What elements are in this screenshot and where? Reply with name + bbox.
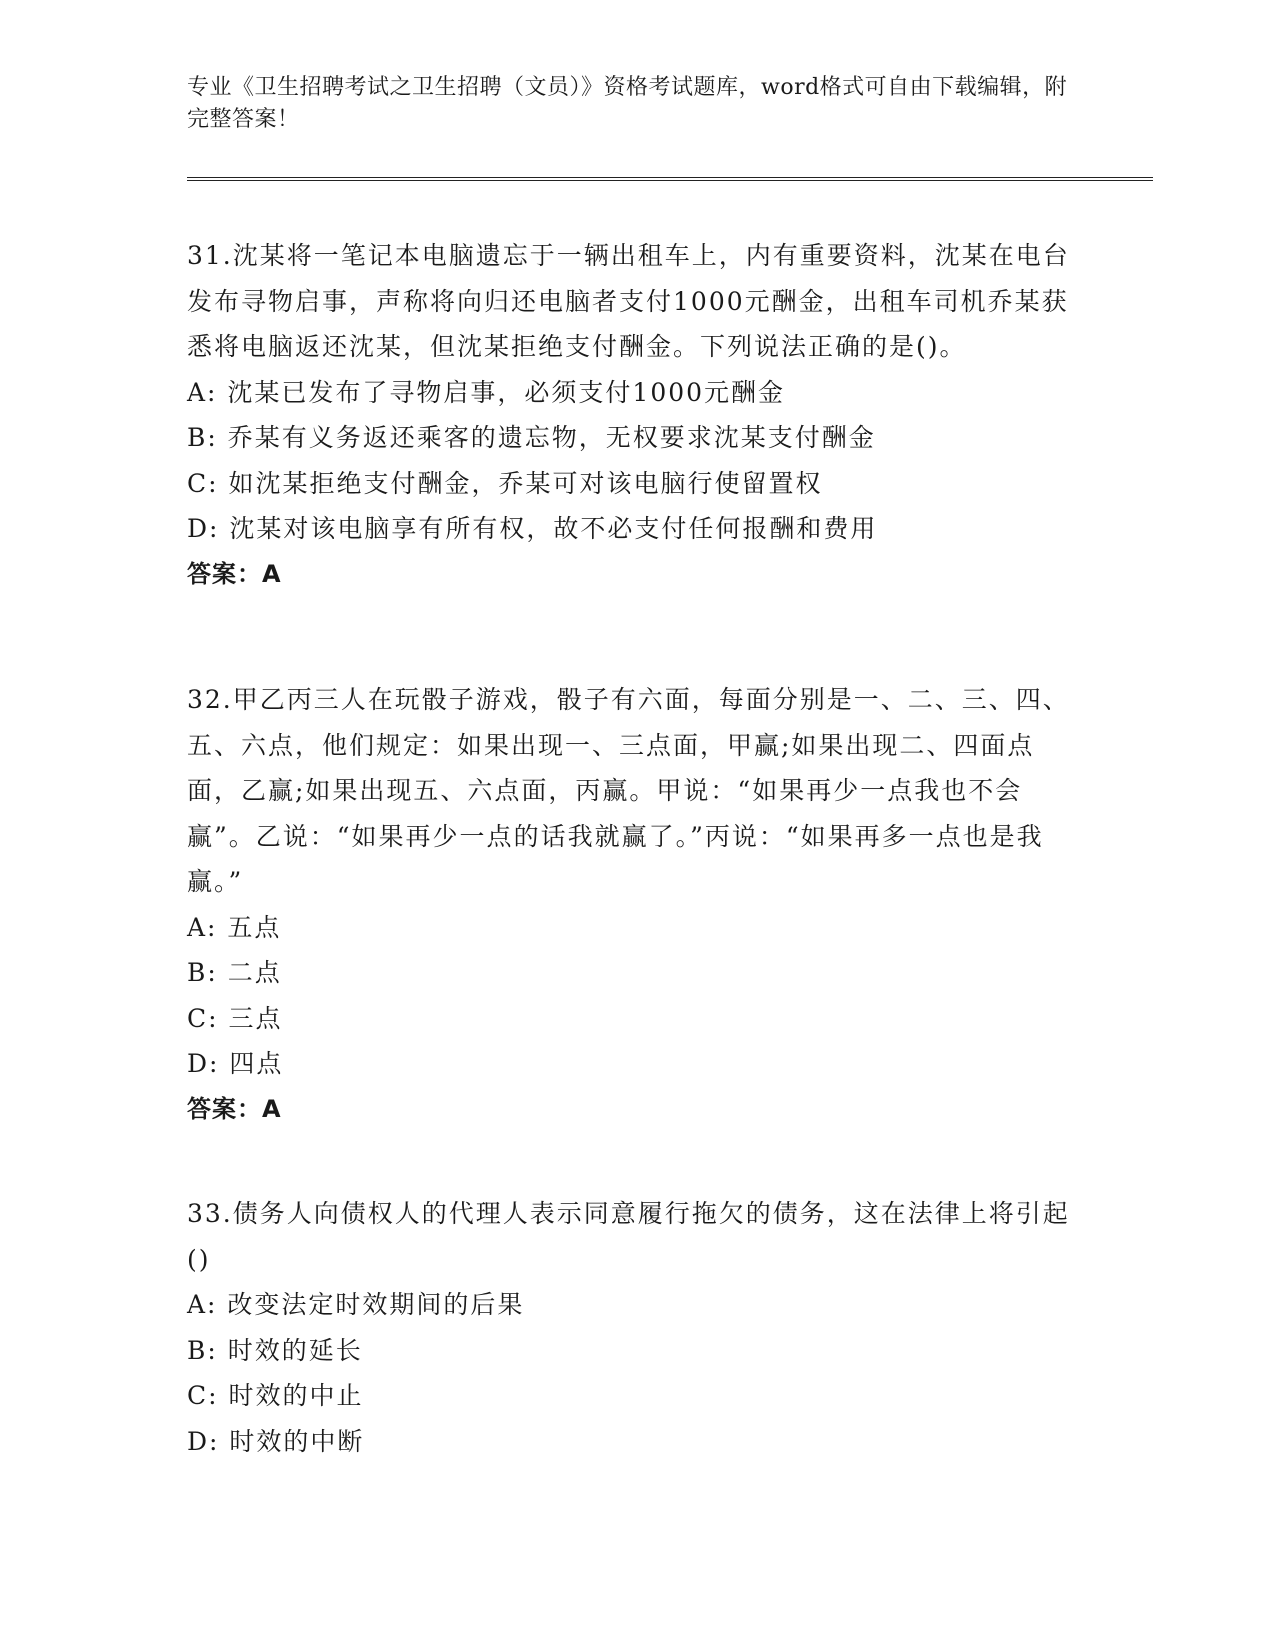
option-c: C: 如沈某拒绝支付酬金，乔某可对该电脑行使留置权	[187, 468, 823, 498]
option-b: B: 乔某有义务返还乘客的遗忘物，无权要求沈某支付酬金	[187, 423, 876, 452]
option-b: B: 时效的延长	[187, 1335, 363, 1365]
option-c: C: 三点	[187, 1003, 283, 1033]
answer-label: 答案：A	[187, 1094, 282, 1123]
option-d: D: 沈某对该电脑享有所有权，故不必支付任何报酬和费用	[187, 514, 878, 543]
document-header: 专业《卫生招聘考试之卫生招聘（文员）》资格考试题库，word格式可自由下载编辑，附完整答案！	[187, 75, 1068, 132]
header-divider	[187, 177, 1153, 181]
question-32	[187, 677, 1082, 1132]
question-33	[187, 1191, 1082, 1464]
question-stem: 32.甲乙丙三人在玩骰子游戏，骰子有六面，每面分别是一、二、三、四、五、六点，他们规定：如果出现一、三点面，甲赢;如果出现二、四面点面，乙赢;如果出现五、六点面，丙赢。甲说：“如果再少一点我也不会赢”。乙说：“如果再少一点的话我就赢了。”丙说：“如果再多一点也是我赢。”	[187, 685, 1070, 896]
option-b: B: 二点	[187, 958, 282, 987]
answer-label: 答案：A	[187, 559, 282, 588]
question-31	[187, 233, 1082, 597]
question-stem: 33.债务人向债权人的代理人表示同意履行拖欠的债务，这在法律上将引起()	[187, 1199, 1070, 1274]
option-a: A: 沈某已发布了寻物启事，必须支付1000元酬金	[187, 377, 786, 407]
option-a: A: 改变法定时效期间的后果	[187, 1290, 525, 1319]
option-d: D: 时效的中断	[187, 1426, 365, 1456]
option-c: C: 时效的中止	[187, 1381, 364, 1410]
question-stem: 31.沈某将一笔记本电脑遗忘于一辆出租车上，内有重要资料，沈某在电台发布寻物启事，声称将向归还电脑者支付1000元酬金，出租车司机乔某获悉将电脑返还沈某，但沈某拒绝支付酬金。下列说法正确的是()。	[187, 241, 1070, 361]
option-a: A: 五点	[187, 912, 282, 942]
option-d: D: 四点	[187, 1049, 284, 1078]
